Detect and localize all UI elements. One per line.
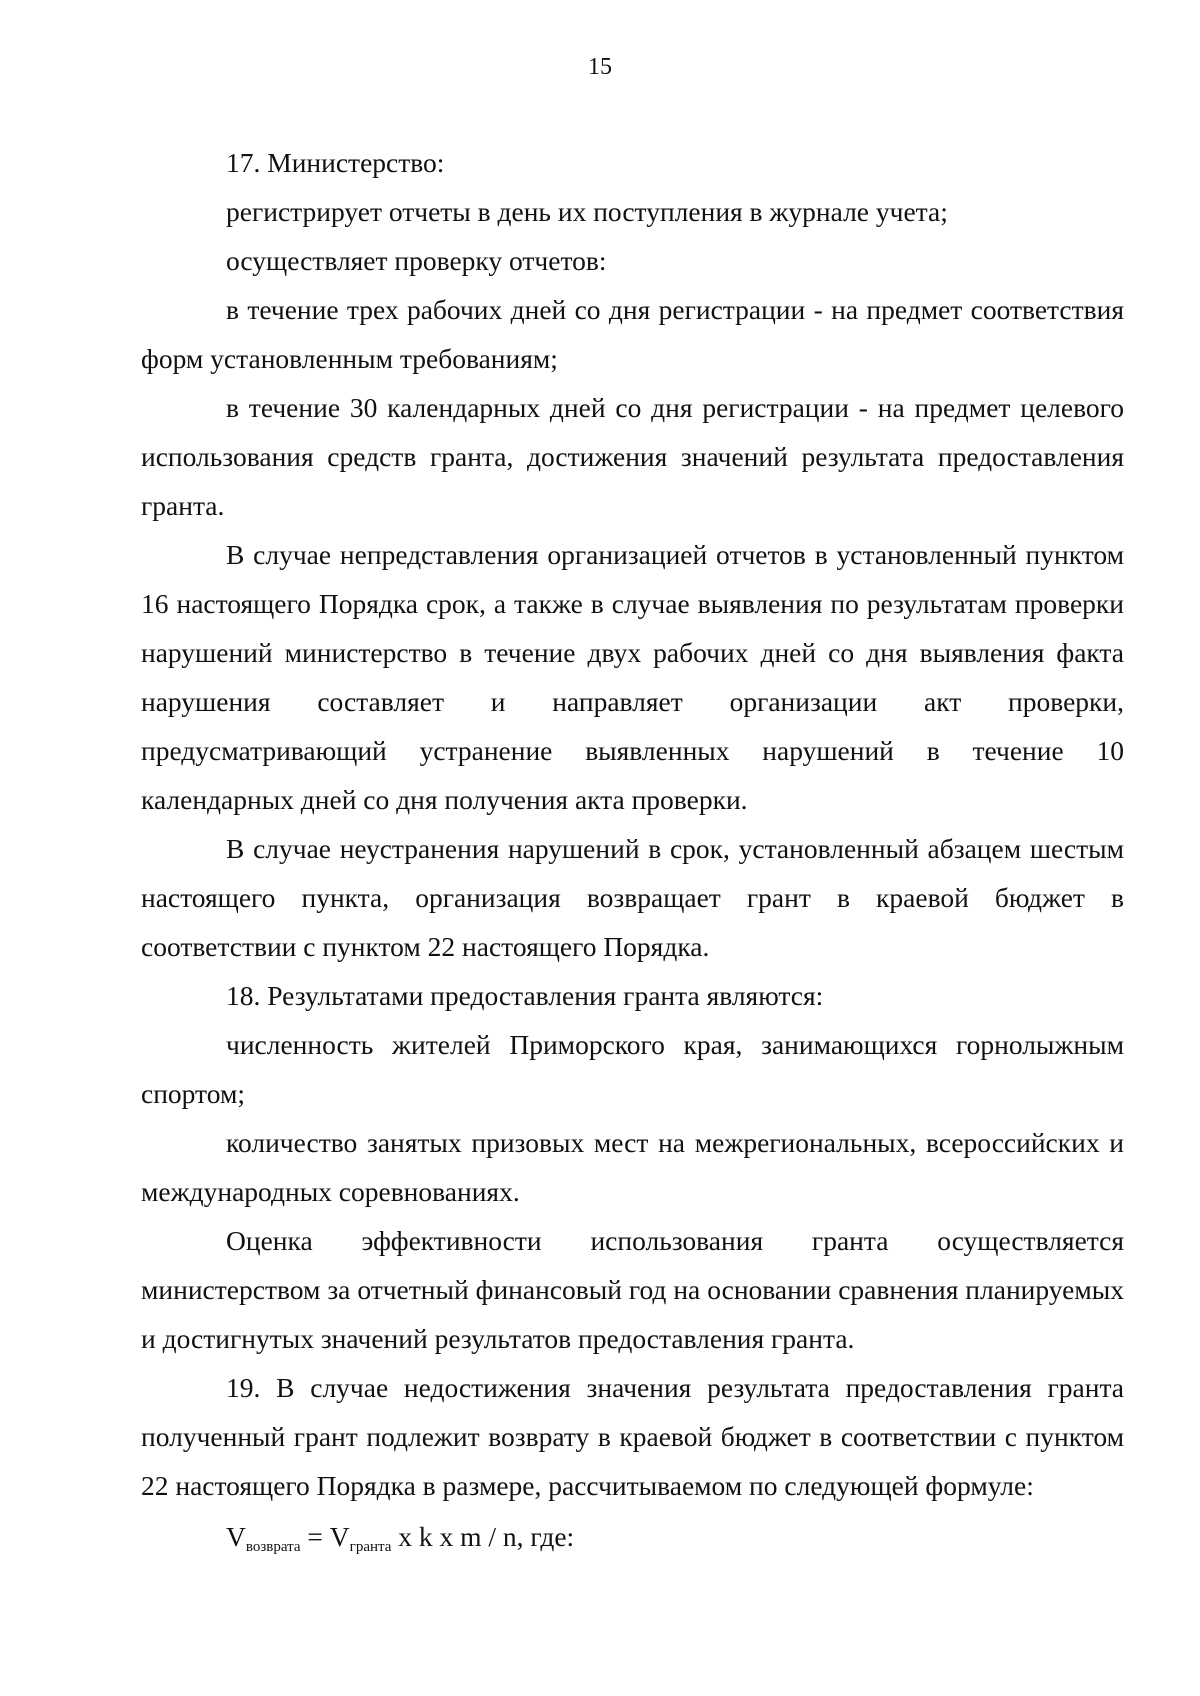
- paragraph-residents-count: численность жителей Приморского края, занимающихся горнолыжным спортом;: [141, 1029, 1124, 1109]
- paragraph-19-heading: 19. В случае недостижения значения результата предоставления гранта полученный грант подлежит возврату в краевой бюджет в соответствии с пунктом 22 настоящего Порядка в размере, рассчитываемом по следующей формуле:: [141, 1372, 1124, 1501]
- formula-rest: x k x m / n, где:: [391, 1521, 575, 1552]
- formula-equals: =: [300, 1521, 330, 1552]
- paragraph-verification: осуществляет проверку отчетов:: [226, 245, 607, 276]
- paragraph-non-submission: В случае непредставления организацией отчетов в установленный пунктом 16 настоящего Порядка срок, а также в случае выявления по результатам проверки нарушений министерство в течение двух рабочих дней со дня выявления факта нарушения составляет и направляет организации акт проверки, предусматривающий устранение выявленных нарушений в течение 10 календарных дней со дня получения акта проверки.: [141, 539, 1124, 815]
- formula-v-return: V: [226, 1521, 246, 1552]
- formula-sub-grant: гранта: [349, 1539, 392, 1555]
- formula-v-grant: V: [329, 1521, 350, 1552]
- paragraph-prize-places: количество занятых призовых мест на межрегиональных, всероссийских и международных соревнованиях.: [141, 1127, 1124, 1207]
- paragraph-17-heading: 17. Министерство:: [226, 147, 445, 178]
- paragraph-18-heading: 18. Результатами предоставления гранта являются:: [226, 980, 824, 1011]
- paragraph-registration: регистрирует отчеты в день их поступления в журнале учета;: [226, 196, 948, 227]
- paragraph-efficiency: Оценка эффективности использования гранта осуществляется министерством за отчетный финансовый год на основании сравнения планируемых и достигнутых значений результатов предоставления гранта.: [141, 1225, 1124, 1354]
- paragraph-three-days: в течение трех рабочих дней со дня регистрации - на предмет соответствия форм установленным требованиям;: [141, 294, 1124, 374]
- document-body: [141, 138, 1124, 1561]
- formula-sub-return: возврата: [245, 1539, 301, 1555]
- paragraph-non-elimination: В случае неустранения нарушений в срок, установленный абзацем шестым настоящего пункта, организация возвращает грант в краевой бюджет в соответствии с пунктом 22 настоящего Порядка.: [141, 833, 1124, 962]
- return-formula: [141, 1512, 1124, 1561]
- page-number: 15: [588, 54, 612, 80]
- paragraph-thirty-days: в течение 30 календарных дней со дня регистрации - на предмет целевого использования средств гранта, достижения значений результата предоставления гранта.: [141, 392, 1124, 521]
